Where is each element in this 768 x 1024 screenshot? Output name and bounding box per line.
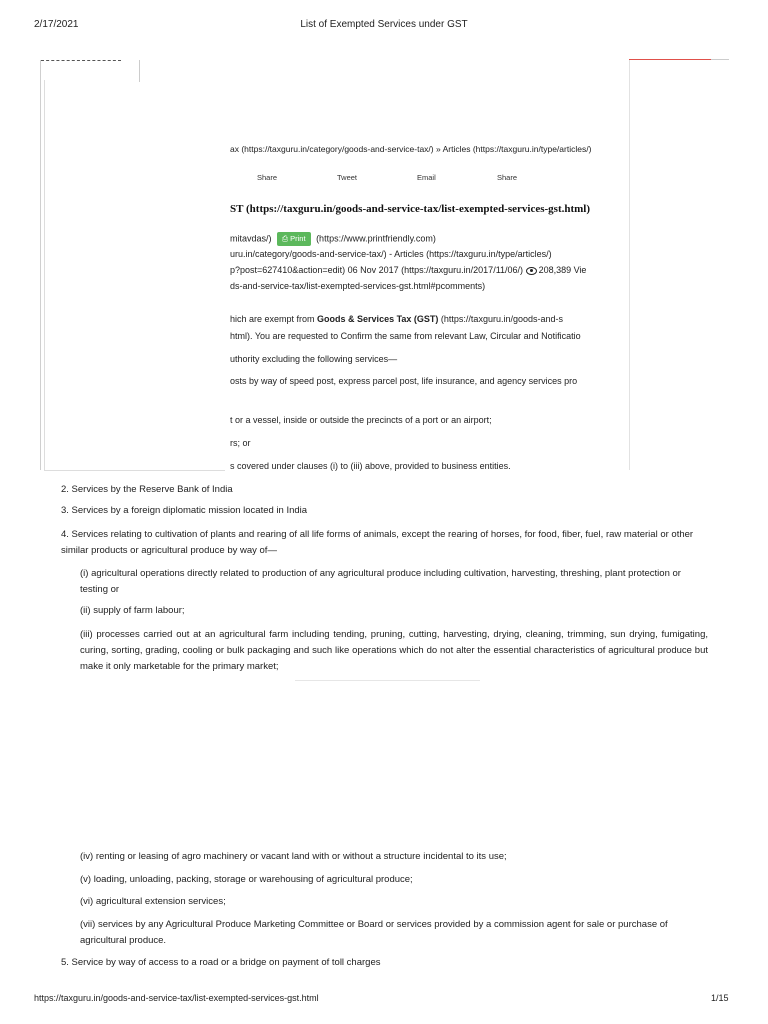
list-item-4-vi: (vi) agricultural extension services; — [80, 896, 226, 907]
overlay-box — [44, 80, 225, 471]
meta-date — [230, 265, 586, 275]
sidebar-edge — [629, 60, 630, 470]
list-item-4-v: (v) loading, unloading, packing, storage or warehousing of agricultural produce; — [80, 874, 413, 885]
intro-text-b[interactable]: (https://taxguru.in/goods-and-s — [438, 314, 563, 324]
item1-sub-i: osts by way of speed post, express parcel post, life insurance, and agency services pro — [230, 376, 578, 386]
print-title: List of Exempted Services under GST — [300, 19, 468, 30]
share-button-2[interactable]: Share — [497, 173, 518, 182]
divider-line — [711, 59, 729, 60]
meta-category[interactable]: uru.in/category/goods-and-service-tax/) - Articles (https://taxguru.in/type/articles/) — [230, 249, 552, 259]
intro-text-a: hich are exempt from — [230, 314, 318, 324]
list-item-4-ii: (ii) supply of farm labour; — [80, 605, 185, 616]
footer-url: https://taxguru.in/goods-and-service-tax/list-exempted-services-gst.html — [34, 993, 319, 1003]
list-item-5: 5. Service by way of access to a road or a bridge on payment of toll charges — [61, 957, 381, 968]
author-line — [230, 232, 436, 246]
printfriendly-link[interactable]: (https://www.printfriendly.com) — [316, 233, 436, 244]
article-title[interactable]: ST (https://taxguru.in/goods-and-service-tax/list-exempted-services-gst.html) — [230, 203, 591, 215]
intro-line-2: html). You are requested to Confirm the same from relevant Law, Circular and Notificatio — [230, 331, 581, 341]
print-button[interactable] — [277, 232, 311, 246]
print-label: Print — [290, 234, 306, 243]
item1-sub-ii: t or a vessel, inside or outside the precincts of a port or an airport; — [230, 415, 492, 425]
accent-line — [629, 59, 711, 60]
page-number: 1/15 — [711, 993, 729, 1003]
list-item-4-iii: (iii) processes carried out at an agricultural farm including tending, pruning, cutting, harvesting, drying, cleaning, trimming, sun drying, fumigating, curing, sorting, grading, cooling or bulk packaging and such like operations which do not alter the essential characteristics of agricultural produce but make it only marketable for the primary market; — [80, 629, 708, 672]
list-item-3: 3. Services by a foreign diplomatic mission located in India — [61, 505, 308, 516]
printer-icon: ⎙ — [282, 234, 291, 243]
list-item-2: 2. Services by the Reserve Bank of India — [61, 484, 233, 495]
list-item-4-iv: (iv) renting or leasing of agro machinery or vacant land with or without a structure incidental to its use; — [80, 851, 507, 862]
meta-date-text[interactable]: p?post=627410&action=edit) 06 Nov 2017 (https://taxguru.in/2017/11/06/) — [230, 265, 524, 275]
blank-overlay-panel — [40, 60, 224, 470]
list-item-4-i: (i) agricultural operations directly related to production of any agricultural produce including cultivation, harvesting, threshing, plant protection or testing or — [80, 568, 681, 595]
breadcrumb[interactable]: ax (https://taxguru.in/category/goods-and-service-tax/) » Articles (https://taxguru.in/type/articles/) — [230, 144, 592, 154]
intro-line-1 — [230, 314, 563, 324]
item1-sub-iv: s covered under clauses (i) to (iii) above, provided to business entities. — [230, 461, 511, 471]
item1-text: uthority excluding the following services— — [230, 354, 398, 364]
share-button[interactable]: Share — [257, 173, 278, 182]
print-date: 2/17/2021 — [34, 19, 79, 30]
ad-divider — [295, 680, 480, 681]
item1-sub-iii: rs; or — [230, 438, 251, 448]
view-count: 208,389 Vie — [538, 265, 587, 275]
list-item-4: 4. Services relating to cultivation of plants and rearing of all life forms of animals, except the rearing of horses, for food, fiber, fuel, raw material or other similar products or agricultural produce by way of— — [61, 529, 694, 556]
author-link[interactable]: mitavdas/) — [230, 233, 272, 244]
meta-comments[interactable]: ds-and-service-tax/list-exempted-services-gst.html#pcomments) — [230, 281, 486, 291]
email-button[interactable]: Email — [417, 173, 436, 182]
list-item-4-vii: (vii) services by any Agricultural Produce Marketing Committee or Board or services provided by a commission agent for sale or purchase of agricultural produce. — [80, 919, 668, 946]
overlay-dashed-line — [41, 60, 121, 61]
eye-icon — [526, 267, 537, 275]
overlay-tick — [139, 60, 140, 82]
tweet-button[interactable]: Tweet — [337, 173, 358, 182]
intro-gst-link[interactable]: Goods & Services Tax (GST) — [317, 314, 439, 324]
